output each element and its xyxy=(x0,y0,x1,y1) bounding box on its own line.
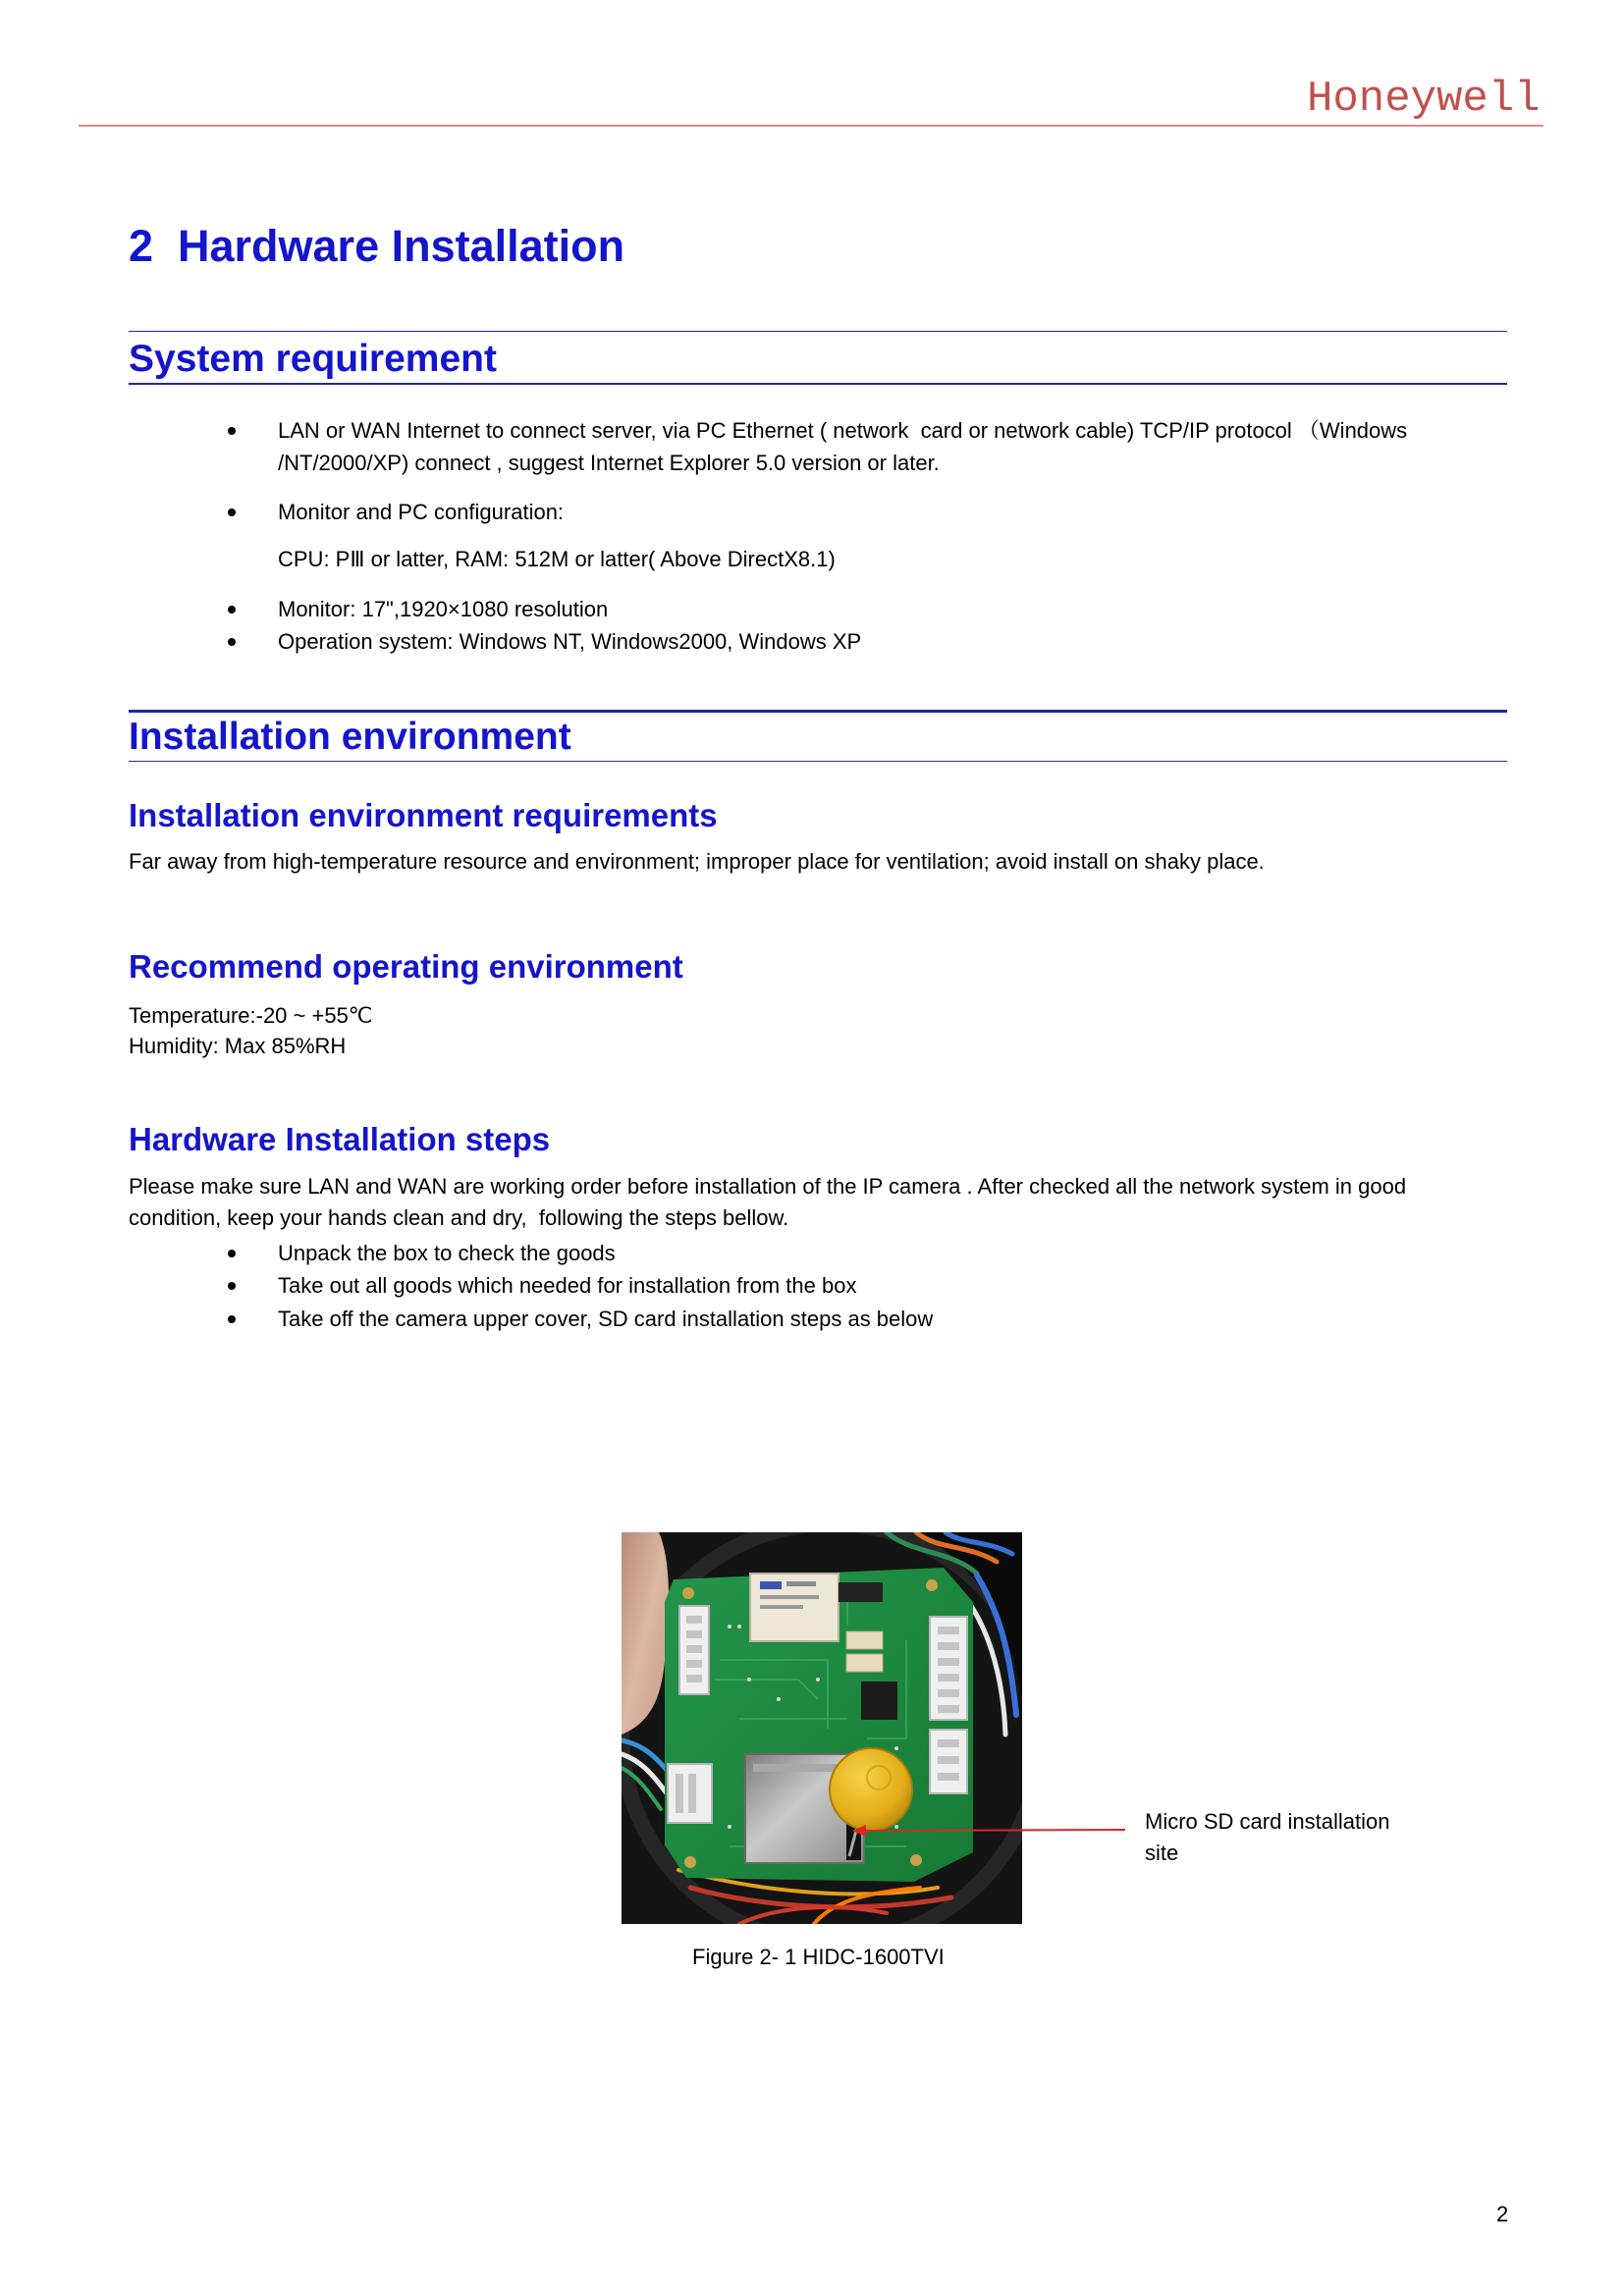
section-rule-bottom xyxy=(129,761,1507,762)
relay xyxy=(750,1574,839,1641)
requirement-item-network-line2: /NT/2000/XP) connect , suggest Internet Explorer 5.0 version or later. xyxy=(278,451,940,475)
chapter-title: Hardware Installation xyxy=(178,221,625,271)
section-heading-system-requirement: System requirement xyxy=(129,338,497,380)
section-rule-top xyxy=(129,331,1507,332)
section-rule-bottom xyxy=(129,383,1507,385)
callout-label-line1: Micro SD card installation xyxy=(1145,1809,1390,1834)
bullet-icon xyxy=(228,508,236,516)
operating-temperature: Temperature:-20 ~ +55℃ xyxy=(129,1003,373,1028)
requirement-item-os: Operation system: Windows NT, Windows2000, Windows XP xyxy=(278,629,862,654)
requirement-item-cpu-detail: CPU: PⅢ or latter, RAM: 512M or latter( Above DirectX8.1) xyxy=(278,547,836,571)
subheading-environment-requirements: Installation environment requirements xyxy=(129,797,718,833)
section-heading-installation-environment: Installation environment xyxy=(129,716,571,758)
installation-steps-intro-line1: Please make sure LAN and WAN are working order before installation of the IP camera . After checked all the network system in good xyxy=(129,1174,1407,1199)
operating-humidity: Humidity: Max 85%RH xyxy=(129,1034,347,1058)
bullet-icon xyxy=(228,1250,236,1257)
installation-step: Unpack the box to check the goods xyxy=(278,1241,616,1265)
subheading-installation-steps: Hardware Installation steps xyxy=(129,1121,551,1157)
subheading-operating-environment: Recommend operating environment xyxy=(129,948,683,985)
installation-steps-intro-line2: condition, keep your hands clean and dry, following the steps bellow. xyxy=(129,1205,789,1230)
camera-board-photo xyxy=(622,1532,1022,1924)
section-rule-top xyxy=(129,710,1507,713)
figure-caption: Figure 2- 1 HIDC-1600TVI xyxy=(692,1945,945,1969)
callout-label-line2: site xyxy=(1145,1841,1179,1865)
component xyxy=(839,1582,883,1602)
installation-step: Take off the camera upper cover, SD card installation steps as below xyxy=(278,1307,934,1331)
brand-logo-text: Honeywell xyxy=(1307,75,1541,124)
bullet-icon xyxy=(228,1282,236,1290)
bullet-icon xyxy=(228,638,236,646)
header-divider xyxy=(79,125,1543,127)
installation-step: Take out all goods which needed for installation from the box xyxy=(278,1273,857,1298)
ic-chip xyxy=(861,1682,897,1720)
page-number: 2 xyxy=(1496,2202,1509,2226)
requirement-item-monitor: Monitor: 17",1920×1080 resolution xyxy=(278,597,609,621)
requirement-item-network-line1: LAN or WAN Internet to connect server, via PC Ethernet ( network card or network cable) TCP/IP protocol （Windows xyxy=(278,418,1408,443)
environment-requirements-text: Far away from high-temperature resource and environment; improper place for ventilation; avoid install on shaky place. xyxy=(129,849,1265,874)
chapter-number: 2 xyxy=(129,221,154,271)
requirement-item-pc-config: Monitor and PC configuration: xyxy=(278,500,565,524)
arrowhead-icon xyxy=(852,1825,866,1837)
bullet-icon xyxy=(228,606,236,614)
bullet-icon xyxy=(228,1315,236,1323)
bullet-icon xyxy=(228,427,236,435)
callout-arrow xyxy=(844,1816,1139,1845)
